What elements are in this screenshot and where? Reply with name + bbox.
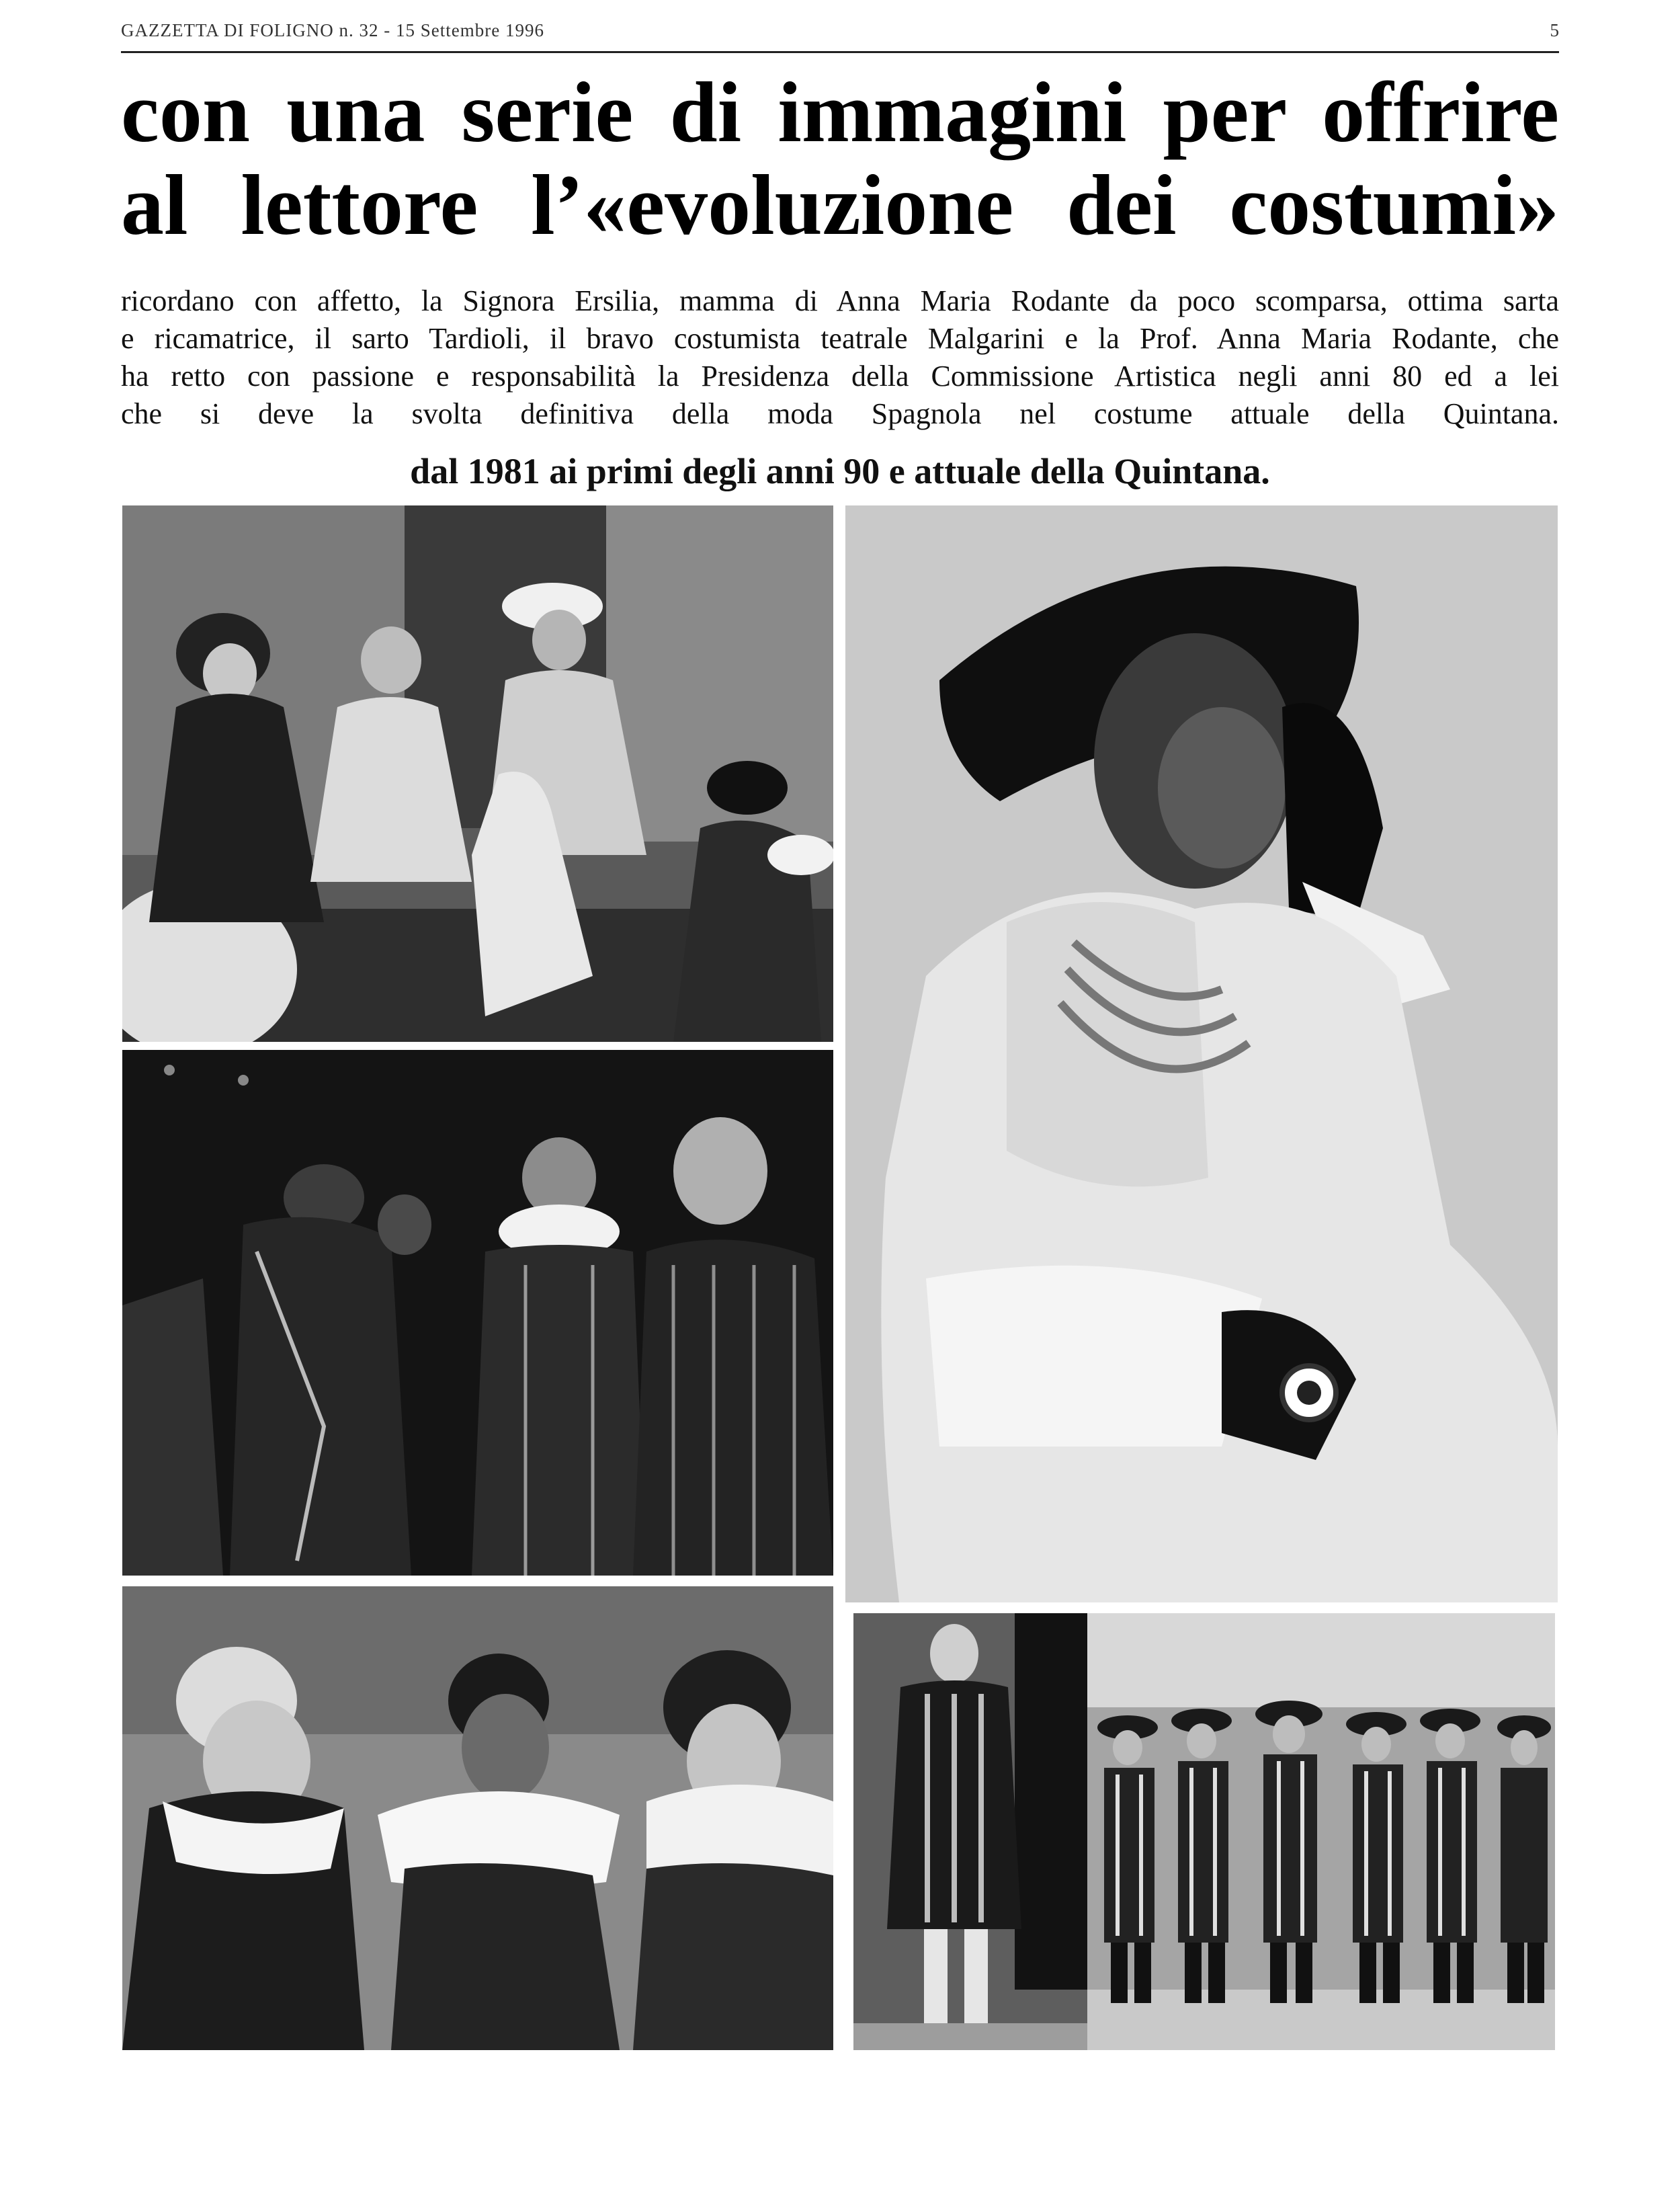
photo-man-striped-costume <box>853 1613 1113 2050</box>
photo-three-women-lace-collars <box>122 1586 833 2050</box>
photo-woman-feathered-hat <box>845 505 1558 1602</box>
body-line-4: che si deve la svolta definitiva della moda Spagnola nel costume attuale della Quintana. <box>121 397 1559 430</box>
body-line-1: ricordano con affetto, la Signora Ersilia, mamma di Anna Maria Rodante da poco scomparsa, ottima sarta <box>121 284 1559 317</box>
page-number: 5 <box>1550 20 1559 40</box>
body-line-2: e ricamatrice, il sarto Tardioli, il bravo costumista teatrale Malgarini e la Prof. Anna Maria Rodante, che <box>121 322 1559 355</box>
body-line-3: ha retto con passione e responsabilità la Presidenza della Commissione Artistica negli anni 80 ed a lei <box>121 360 1559 393</box>
photo-ladies-on-horseback <box>122 505 833 1042</box>
headline-line-1: con una serie di immagini per offrire <box>121 65 1559 160</box>
header-rule <box>121 51 1559 53</box>
headline-line-2: al lettore l’«evoluzione dei costumi» <box>121 157 1559 253</box>
publication-info: GAZZETTA DI FOLIGNO n. 32 - 15 Settembre 1996 <box>121 20 544 40</box>
photo-musketeers-group <box>1087 1613 1555 2050</box>
photo-men-in-ruffs <box>122 1050 833 1576</box>
headline <box>121 66 1559 251</box>
article-body <box>121 282 1559 433</box>
subheading: dal 1981 ai primi degli anni 90 e attuale della Quintana. <box>410 451 1270 491</box>
page-header <box>121 20 1559 54</box>
